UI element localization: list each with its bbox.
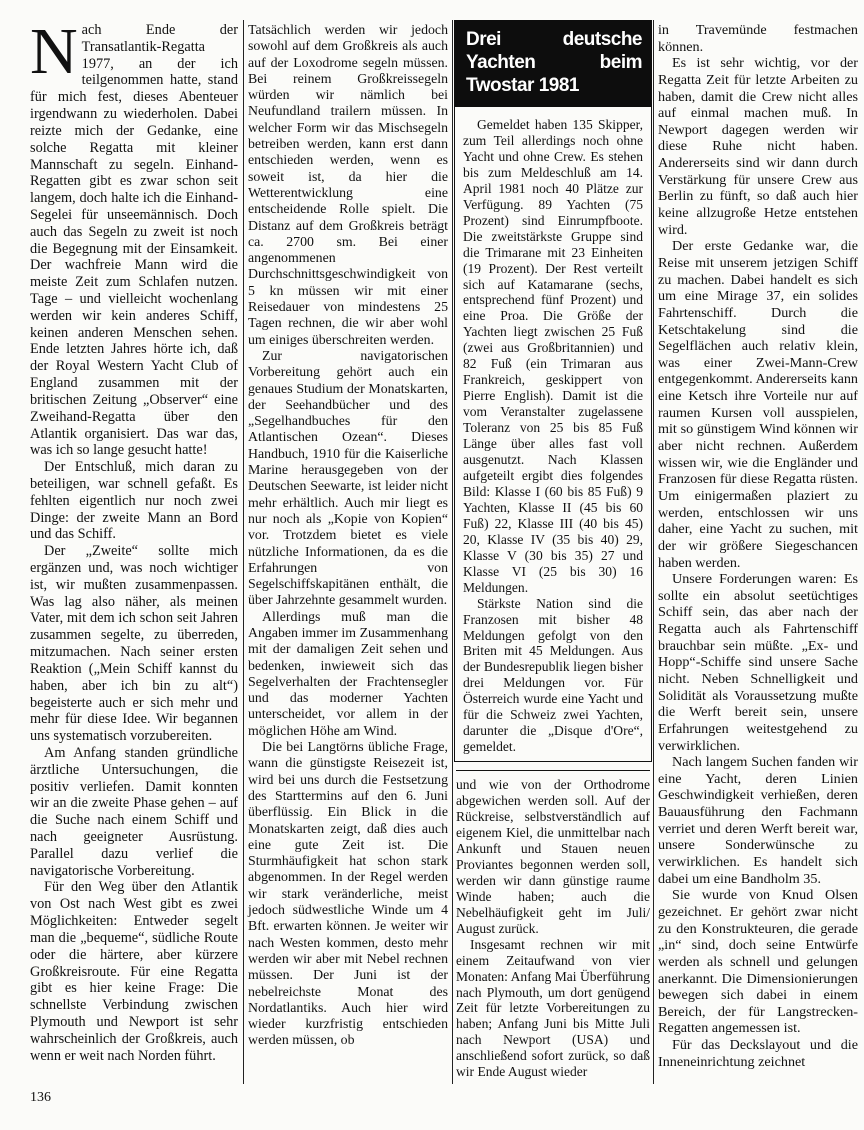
paragraph: Der „Zweite“ sollte mich ergänzen und, was noch wichtiger ist, wir mußten zusammenpassen. Was lag also näher, als meinen Vater, mit dem ich schon seit Jahren zusammen segelte, zu überreden, mitzumachen. Nach seiner ersten Reaktion („Mein Schiff kannst du haben, aber ich bin zu alt“) begeisterte auch er sich mehr und mehr für diese Idee. Wir begannen uns systematisch vorzubereiten. xyxy=(30,543,238,745)
column-rule xyxy=(653,20,654,1084)
drop-cap: N xyxy=(30,15,78,88)
paragraph: Tatsächlich werden wir jedoch sowohl auf dem Großkreis als auch auf der Loxodrome segeln müssen. Bei reinem Großkreissegeln würden wir nämlich bei Neufundland trailern müssen. In welcher Form wir das Mischsegeln betreiben werden, kann erst dann entschieden werden, wenn es soweit ist, da hier die Wetterentwicklung eine entscheidende Rolle spielt. Die Distanz auf dem Großkreis beträgt ca. 2700 sm. Bei einer angenommenen Durchschnittsgeschwindigkeit von 5 kn müssen wir mit einer Reisedauer von mindestens 25 Tagen rechnen, die wir aber wohl um einiges überschreiten werden. xyxy=(248,22,448,347)
paragraph: Für das Deckslayout und die Inneneinrichtung zeichnet xyxy=(658,1037,858,1070)
paragraph: Der erste Gedanke war, die Reise mit unserem jetzigen Schiff zu machen. Dabei handelt es sich um eine Mirage 37, ein solides Fahrtenschiff. Durch die Ketschtakelung sind die Segelflächen auch relativ klein, was einer Zwei-Mann-Crew entgegenkommt. Andererseits kann eine Ketsch ihre Vorteile nur auf raumen Kursen voll ausspielen, mit so günstigem Wind können wir aber nicht rechnen. Außerdem wissen wir, wie die Engländer und Franzosen für diese Regatta rüsten. Um einigermaßen plaziert zu werden, entschlossen wir uns daher, eine Yacht zu suchen, mit der wir größere Siegeschancen haben werden. xyxy=(658,238,858,571)
paragraph: Zur navigatorischen Vorbereitung gehört auch ein genaues Studium der Monatskarten, der Seehandbücher und des „Segelhandbuches für den Atlantischen Ozean“. Dieses Handbuch, 1910 für die Kaiserliche Marine herausgegeben von der Deutschen Seewarte, ist leider nicht mehr erhältlich. Auch mir liegt es nur noch als „Kopie von Kopien“ vor. Trotzdem bietet es viele nützliche Informationen, da es die Erfahrungen von Segelschiffskapitänen enthält, die über Jahrzehnte gesammelt wurden. xyxy=(248,347,448,608)
paragraph: Nach langem Suchen fanden wir eine Yacht, deren Linien Geschwindigkeit verhießen, deren Bauausführung den Fachmann verriet und deren Werft bereit war, unsere Sonderwünsche zu verwirklichen. Es handelt sich dabei um eine Bandholm 35. xyxy=(658,754,858,887)
paragraph: Der Entschluß, mich daran zu beteiligen, war schnell gefaßt. Es fehlten eigentlich nur noch zwei Dinge: der zweite Mann an Bord und das Schiff. xyxy=(30,459,238,543)
box-divider xyxy=(456,770,650,771)
paragraph: Insgesamt rechnen wir mit einem Zeitaufwand von vier Monaten: Anfang Mai Überführung nach Plymouth, um dort genügend Zeit für letzte Vorbereitungen zu haben; Anfang Juni bis Mitte Juli nach Newport (USA) und anschließend sofort zurück, so daß wir Ende August wieder xyxy=(456,936,650,1080)
paragraph: Stärkste Nation sind die Franzosen mit bisher 48 Meldungen gefolgt von den Briten mit 45 Meldungen. Aus der Bundesrepublik liegen bisher drei Meldungen vor. Für Österreich wurde eine Yacht und für die Schweiz zwei Yachten, darunter die „Disque d'Ore“, gemeldet. xyxy=(463,595,643,755)
paragraph: und wie von der Orthodrome abgewichen werden soll. Auf der Rückreise, selbstverständlich auf eigenem Kiel, die unmittelbar nach Ankunft und Stauen neuen Proviantes begonnen werden soll, werden wir dann günstige raume Winde haben; auch die Nebelhäufigkeit geht im Juli/ August zurück. xyxy=(456,777,650,936)
paragraph: Sie wurde von Knud Olsen gezeichnet. Er gehört zwar nicht zu den Konstrukteuren, die gerade „in“ sind, doch seine Entwürfe werden als schnell und gelungen anerkannt. Die Dimensionierungen bewegen sich dabei in einem Bereich, der für Langstrecken-Regatten angemessen ist. xyxy=(658,887,858,1037)
column-rule xyxy=(452,20,453,1084)
paragraph: Allerdings muß man die Angaben immer im Zusammenhang mit der damaligen Zeit sehen und bedenken, inwieweit sich das Segelverhalten der Frachtensegler und das moderner Yachten unterscheidet, vor allem in der möglichen Höhe am Wind. xyxy=(248,608,448,738)
sidebar-box-title: Drei deutsche Yachten beim Twostar 1981 xyxy=(454,20,652,107)
paragraph: Nach Ende der Transatlantik-Regatta 1977, an der ich teilgenommen hatte, stand für mich fest, dieses Abenteuer irgendwann zu wiederholen. Dabei reizte mich der Gedanke, eine solche Regatta mit kleiner Mannschaft zu segeln. Einhand-Regatten gibt es zwar schon seit langem, doch halte ich die Einhand-Segelei für unseemännisch. Doch auch das Segeln zu zweit ist noch die Begegnung mit der Einsamkeit. Der wachfreie Mann wird die meiste Zeit zum Schlafen nutzen. Tage – und vielleicht wochenlang werden wir kein anderes Schiff, keinen anderen Menschen sehen. Ende letzten Jahres hörte ich, daß der Royal Western Yacht Club of England zusammen mit der britischen Zeitung „Observer“ eine Zweihand-Regatta über den Atlantik organisiert. Das war das, was ich so lange gesucht hatte! xyxy=(30,15,238,459)
paragraph: Am Anfang standen gründliche ärztliche Untersuchungen, die positiv verliefen. Damit konnten wir an die zweite Phase gehen – auf die Suche nach einem Schiff und nach geeigneter Ausrüstung. Parallel dazu verlief die navigatorische Vorbereitung. xyxy=(30,744,238,879)
sidebar-box xyxy=(454,107,652,762)
article-column-4 xyxy=(658,22,858,1070)
paragraph: Für den Weg über den Atlantik von Ost nach West gibt es zwei Möglichkeiten: Entweder segelt man die „bequeme“, südliche Route oder die härtere, aber kürzere Großkreisroute. Für eine Regatta gibt es hier keine Frage: Die schnellste Verbindung zwischen Plymouth und Newport ist sehr wahrscheinlich der Großkreis, auch wenn er weit nach Norden führt. xyxy=(30,879,238,1064)
page-number: 136 xyxy=(30,1090,51,1105)
article-column-3 xyxy=(456,22,650,1080)
article-column-1 xyxy=(30,15,238,1064)
paragraph: Die bei Langtörns übliche Frage, wann die günstigste Reisezeit ist, wird bei uns durch die Festsetzung des Starttermins auf den 6. Juni überflüssig. Ein Blick in die Monatskarten zeigt, daß dies auch eine gute Zeit ist. Die Sturmhäufigkeit hat schon stark abgenommen. In der Regel werden wir stark veränderliche, meist jedoch südwestliche Winde um 4 Bft. erwarten können. Je weiter wir nach Westen kommen, desto mehr werden wir aber mit Nebel rechnen müssen. Der Juni ist der nebelreichste Monat des Nordatlantiks. Auch hier wird wieder kurzfristig entschieden werden müssen, ob xyxy=(248,739,448,1048)
column-rule xyxy=(243,20,244,1084)
paragraph: Es ist sehr wichtig, vor der Regatta Zeit für letzte Arbeiten zu haben, damit die Crew nicht alles auf einmal machen muß. In Newport dagegen werden wir diese Ruhe nicht haben. Andererseits sind wir dann durch Verstärkung für unsere Crew aus Berlin zu fünft, so daß auch hier keine allzugroße Hetze entstehen wird. xyxy=(658,55,858,238)
paragraph: Gemeldet haben 135 Skipper, zum Teil allerdings noch ohne Yacht und ohne Crew. Es stehen bis zum Meldeschluß am 14. April 1981 noch 40 Plätze zur Verfügung. 89 Yachten (75 Prozent) sind Einrumpfboote. Die zweitstärkste Gruppe sind die Trimarane mit 23 Einheiten (19 Prozent). Der Rest verteilt sich auf Katamarane (sechs, entsprechend fünf Prozent) und eine Proa. Die Größe der Yachten liegt zwischen 25 Fuß (zwei aus Großbritannien) und 82 Fuß (ein Trimaran aus Frankreich, geskippert von Pierre English). Damit ist die vom Veranstalter zugelassene Toleranz von 25 bis 85 Fuß Länge über alles fast voll ausgenutzt. Nach Klassen aufgeteilt ergibt dies folgendes Bild: Klasse I (60 bis 85 Fuß) 9 Yachten, Klasse II (45 bis 60 Fuß) 22, Klasse III (40 bis 45) 20, Klasse IV (35 bis 40) 29, Klasse V (30 bis 35) 27 und Klasse VI (25 bis 30) 16 Meldungen. xyxy=(463,117,643,595)
article-column-2 xyxy=(248,22,448,1049)
paragraph: Unsere Forderungen waren: Es sollte ein absolut seetüchtiges Schiff sein, das aber nach der Regatta auch als Fahrtenschiff brauchbar sein müßte. „Ex- und Hopp“-Schiffe sind unsere Sache nicht. Neben Schnelligkeit und Solidität als Voraussetzung mußte die Werft bereit sein, unsere Erfahrungen weitestgehend zu verwirklichen. xyxy=(658,571,858,754)
paragraph: in Travemünde festmachen können. xyxy=(658,22,858,55)
